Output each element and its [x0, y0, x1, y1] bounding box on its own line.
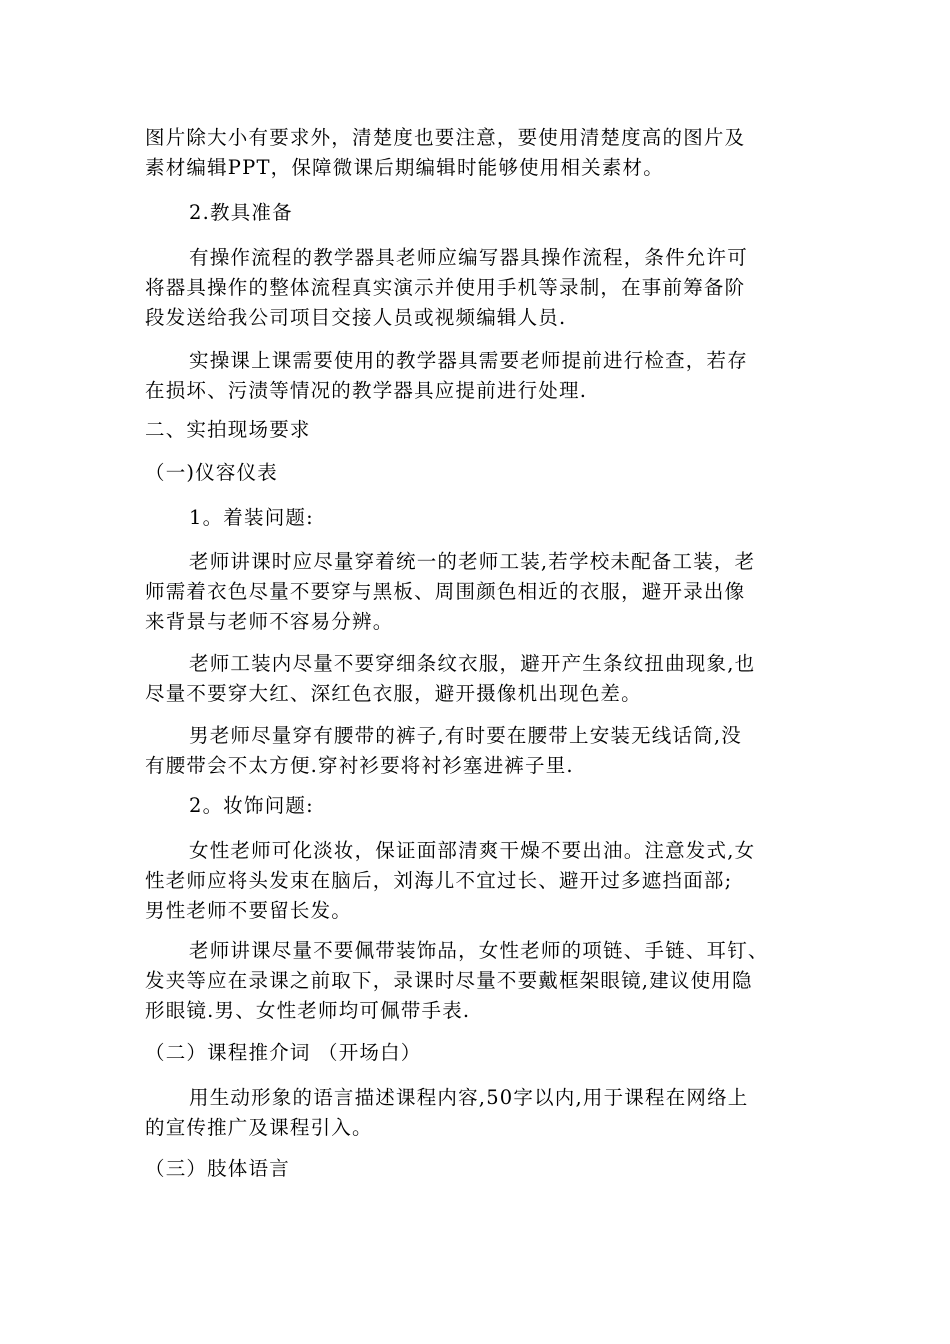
text-line: 男性老师不要留长发。 [145, 899, 353, 922]
text-line: 有腰带会不太方便.穿衬衫要将衬衫塞进裤子里. [145, 754, 574, 777]
text-line: 老师工装内尽量不要穿细条纹衣服，避开产生条纹扭曲现象,也 [189, 652, 756, 675]
paragraph-stripes [145, 649, 813, 709]
heading-text: 2.教具准备 [189, 201, 293, 224]
section-heading-onsite [145, 415, 813, 445]
text-line: 性老师应将头发束在脑后，刘海儿不宜过长、避开过多遮挡面部; [145, 869, 733, 892]
heading-text: （一)仪容仪表 [145, 461, 279, 484]
paragraph-tool-check [145, 346, 813, 406]
paragraph-image-clarity [145, 123, 813, 183]
text-line: 来背景与老师不容易分辨。 [145, 610, 394, 633]
text-line: 老师讲课时应尽量穿着统一的老师工装,若学校未配备工装，老 [189, 550, 756, 573]
paragraph-uniform [145, 547, 813, 637]
heading-text: 2。妆饰问题: [189, 794, 314, 817]
subsection-heading-appearance [145, 458, 813, 488]
subsection-heading-intro [145, 1038, 813, 1068]
text-line: 发夹等应在录课之前取下，录课时尽量不要戴框架眼镜,建议使用隐 [145, 969, 753, 992]
text-line: 实操课上课需要使用的教学器具需要老师提前进行检查，若存 [189, 349, 748, 372]
text-line: 在损坏、污渍等情况的教学器具应提前进行处理. [145, 379, 588, 402]
heading-dress [145, 503, 857, 533]
heading-text: 二、实拍现场要求 [145, 418, 311, 441]
paragraph-accessories [145, 936, 813, 1026]
text-line: 尽量不要穿大红、深红色衣服，避开摄像机出现色差。 [145, 682, 642, 705]
text-line: 的宣传推广及课程引入。 [145, 1116, 373, 1139]
paragraph-tool-process [145, 243, 813, 333]
text-line: 师需着衣色尽量不要穿与黑板、周围颜色相近的衣服，避开录出像 [145, 580, 746, 603]
heading-makeup [145, 791, 857, 821]
text-line: 将器具操作的整体流程真实演示并使用手机等录制，在事前筹备阶 [145, 276, 746, 299]
text-line: 形眼镜.男、女性老师均可佩带手表. [145, 999, 471, 1022]
paragraph-intro [145, 1083, 813, 1143]
heading-teaching-tools [145, 198, 857, 228]
heading-text: （二）课程推介词 （开场白） [145, 1041, 422, 1064]
text-line: 素材编辑PPT，保障微课后期编辑时能够使用相关素材。 [145, 156, 664, 179]
text-line: 老师讲课尽量不要佩带装饰品，女性老师的项链、手链、耳钉、 [189, 939, 769, 962]
paragraph-belt [145, 721, 813, 781]
text-line: 有操作流程的教学器具老师应编写器具操作流程，条件允许可 [189, 246, 748, 269]
text-line: 用生动形象的语言描述课程内容,50字以内,用于课程在网络上 [189, 1086, 749, 1109]
text-line: 段发送给我公司项目交接人员或视频编辑人员. [145, 306, 567, 329]
paragraph-makeup [145, 836, 813, 926]
text-line: 女性老师可化淡妆，保证面部清爽干燥不要出油。注意发式,女 [189, 839, 756, 862]
heading-text: 1。着装问题: [189, 506, 314, 529]
text-line: 男老师尽量穿有腰带的裤子,有时要在腰带上安装无线话筒,没 [189, 724, 742, 747]
text-line: 图片除大小有要求外，清楚度也要注意，要使用清楚度高的图片及 [145, 126, 746, 149]
heading-text: （三）肢体语言 [145, 1157, 290, 1180]
subsection-heading-body-language [145, 1154, 813, 1184]
